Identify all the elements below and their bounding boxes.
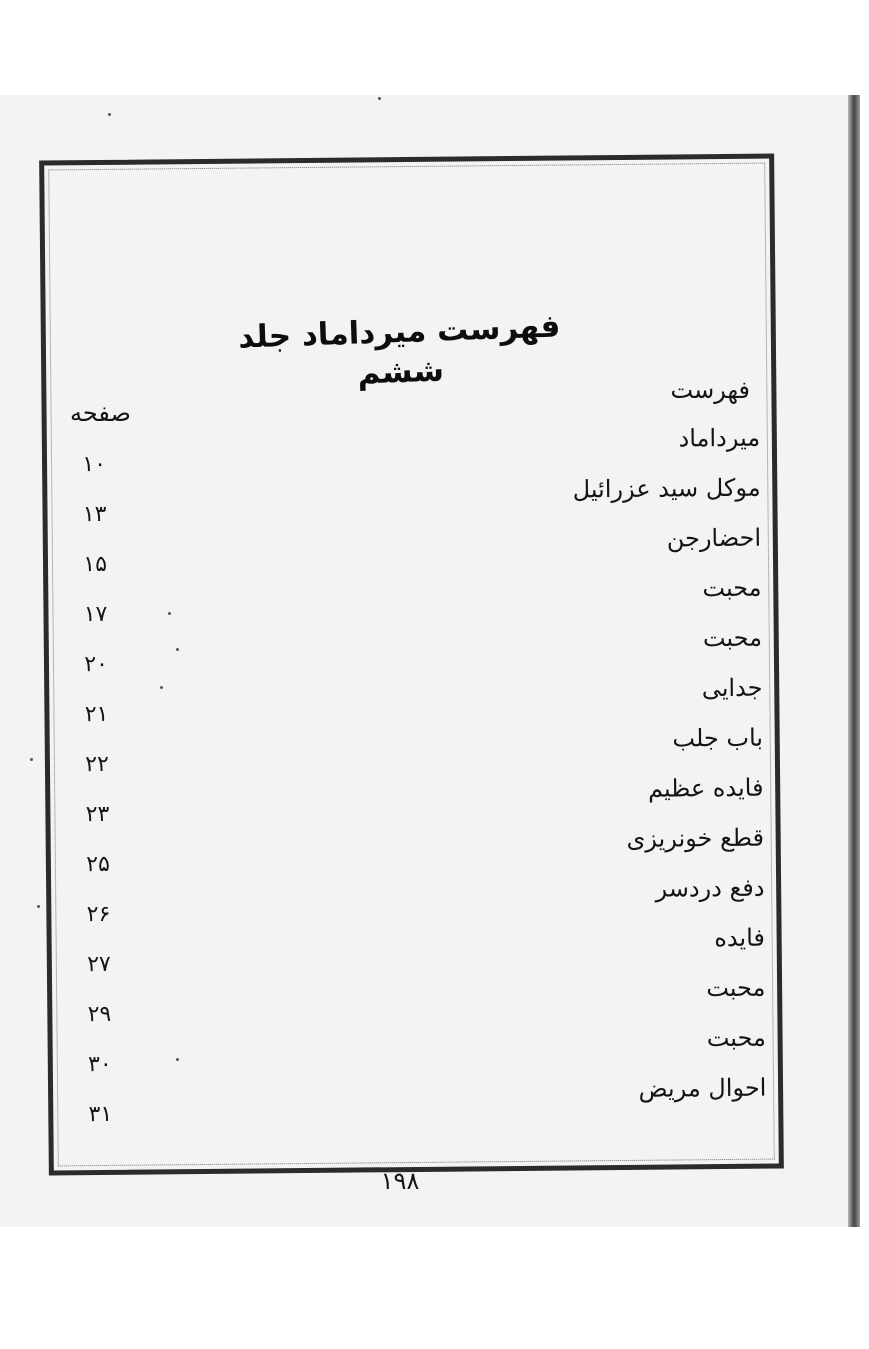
entry-title: موکل سید عزرائیل: [572, 473, 761, 504]
page-number: ۱۹۸: [380, 1167, 420, 1195]
entry-page-number: ۱۵: [83, 551, 108, 578]
list-item: [61, 522, 761, 579]
scan-speck: [160, 686, 163, 689]
scan-speck: [168, 612, 171, 615]
scan-speck: [108, 113, 111, 116]
entry-page-number: ۲۵: [86, 851, 110, 878]
entry-page-number: ۳۱: [88, 1101, 113, 1128]
list-item: [63, 722, 763, 779]
page-number-column-header: صفحه: [70, 399, 131, 427]
entry-title: قطع خونریزی: [626, 823, 765, 853]
list-item: [64, 822, 764, 879]
entry-page-number: ۲۲: [85, 751, 110, 778]
list-item: [61, 572, 761, 629]
list-item: [64, 872, 764, 929]
entry-title: محبت: [702, 623, 763, 653]
scan-speck: [176, 1058, 179, 1061]
entry-page-number: ۲۹: [87, 1001, 112, 1028]
list-item: [66, 1072, 766, 1129]
scan-speck: [37, 905, 40, 908]
table-of-contents: [60, 422, 767, 1129]
entry-title: احوال مریض: [638, 1073, 767, 1103]
index-column-header: فهرست: [670, 376, 750, 404]
list-item: [65, 922, 765, 979]
list-item: [60, 472, 760, 529]
list-item: [66, 1022, 766, 1079]
entry-page-number: ۲۱: [84, 701, 109, 728]
entry-title: دفع دردسر: [655, 873, 765, 903]
scan-speck: [30, 758, 33, 761]
entry-title: باب جلب: [672, 723, 764, 753]
entry-page-number: ۲۷: [87, 951, 111, 978]
scan-speck: [176, 648, 179, 651]
entry-title: احضارجن: [666, 523, 762, 553]
entry-title: میرداماد: [678, 423, 761, 453]
entry-page-number: ۱۰: [82, 451, 107, 478]
entry-title: فایده عظیم: [647, 773, 764, 803]
entry-page-number: ۲۰: [84, 651, 109, 678]
entry-title: محبت: [706, 973, 766, 1003]
list-item: [63, 772, 763, 829]
entry-page-number: ۱۷: [83, 601, 108, 628]
page-edge-shadow: [848, 95, 860, 1227]
entry-page-number: ۲۳: [85, 801, 110, 828]
entry-page-number: ۱۳: [82, 501, 107, 528]
list-item: [60, 422, 760, 479]
entry-title: محبت: [706, 1023, 767, 1053]
list-item: [65, 972, 765, 1029]
list-item: [62, 672, 762, 729]
page-title: فهرست میرداماد جلد ششم: [237, 308, 561, 392]
entry-title: جدایی: [701, 673, 763, 703]
entry-title: فایده: [714, 923, 766, 953]
entry-title: محبت: [702, 573, 762, 603]
scan-speck: [378, 97, 381, 100]
list-item: [62, 622, 762, 679]
entry-page-number: ۲۶: [86, 901, 111, 928]
entry-page-number: ۳۰: [88, 1051, 112, 1078]
